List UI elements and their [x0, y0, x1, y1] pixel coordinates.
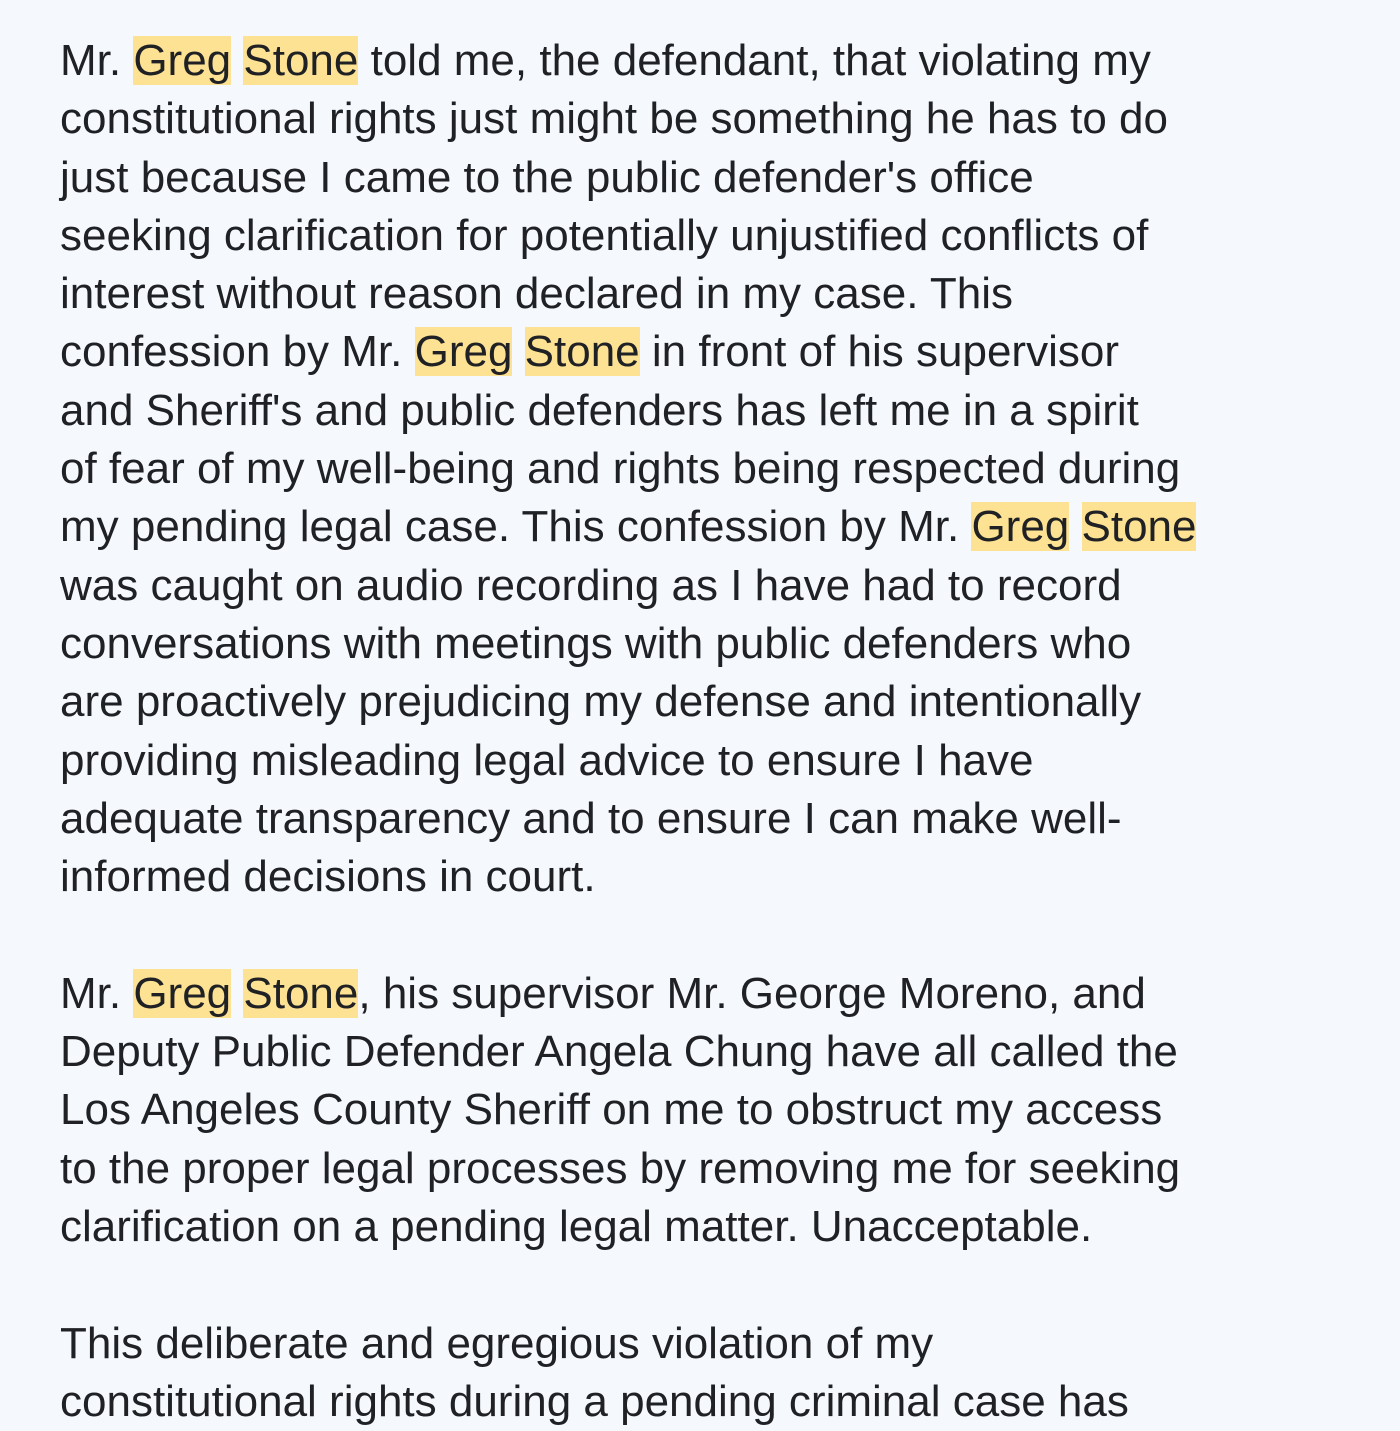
text-run: to the proper legal processes by removing me for seeking	[60, 1143, 1181, 1193]
text-run	[1069, 502, 1081, 551]
text-run: providing misleading legal advice to ensure I have	[60, 735, 1034, 785]
text-line	[60, 673, 1360, 731]
paragraph	[60, 965, 1360, 1256]
text-run: told me, the defendant, that violating my	[358, 36, 1151, 85]
paragraph-gap	[60, 906, 1360, 964]
text-run: in front of his supervisor	[639, 327, 1119, 377]
highlighted-name: Greg	[133, 36, 232, 85]
text-line	[60, 32, 1360, 90]
highlighted-name: Stone	[1081, 502, 1197, 552]
text-line	[60, 615, 1360, 673]
document-body	[60, 32, 1360, 1431]
text-line	[60, 90, 1360, 148]
text-run: and Sheriff's and public defenders has left me in a spirit	[60, 385, 1139, 435]
text-run: Los Angeles County Sheriff on me to obstruct my access	[60, 1085, 1163, 1135]
text-line	[60, 440, 1360, 498]
highlighted-name: Greg	[133, 968, 232, 1018]
text-line	[60, 1315, 1360, 1373]
text-run: interest without reason declared in my case. This	[60, 269, 1013, 319]
text-run	[231, 36, 243, 85]
text-run: seeking clarification for potentially unjustified conflicts of	[60, 210, 1149, 260]
text-run: constitutional rights during a pending criminal case has	[60, 1376, 1129, 1426]
highlighted-name: Stone	[243, 968, 359, 1018]
text-line	[60, 848, 1360, 906]
text-line	[60, 1140, 1360, 1198]
text-run: Deputy Public Defender Angela Chung have all called the	[60, 1027, 1178, 1077]
text-run: Mr.	[60, 36, 134, 85]
text-line	[60, 732, 1360, 790]
highlighted-name: Greg	[971, 502, 1070, 552]
text-run: clarification on a pending legal matter. Unacceptable.	[60, 1201, 1093, 1251]
text-run: of fear of my well-being and rights being respected during	[60, 444, 1181, 494]
text-run: conversations with meetings with public defenders who	[60, 618, 1132, 668]
text-line	[60, 207, 1360, 265]
text-run: confession by Mr.	[60, 327, 415, 377]
text-line	[60, 1198, 1360, 1256]
highlighted-name: Stone	[243, 36, 359, 85]
text-line	[60, 498, 1360, 556]
text-line	[60, 1081, 1360, 1139]
highlighted-name: Stone	[524, 327, 640, 377]
text-line	[60, 1373, 1360, 1431]
text-run: This deliberate and egregious violation of my	[60, 1318, 934, 1368]
text-line	[60, 265, 1360, 323]
text-run: constitutional rights just might be something he has to do	[60, 94, 1168, 144]
text-line	[60, 965, 1360, 1023]
highlighted-name: Greg	[414, 327, 513, 377]
text-run: , his supervisor Mr. George Moreno, and	[358, 968, 1146, 1018]
paragraph-gap	[60, 1256, 1360, 1314]
text-run: just because I came to the public defender's office	[60, 152, 1034, 202]
text-run: informed decisions in court.	[60, 852, 596, 902]
paragraph	[60, 32, 1360, 906]
text-run: my pending legal case. This confession by Mr.	[60, 502, 972, 552]
paragraph	[60, 1315, 1360, 1431]
text-run: Mr.	[60, 968, 134, 1018]
text-line	[60, 557, 1360, 615]
text-run: was caught on audio recording as I have had to record	[60, 560, 1122, 610]
text-run	[231, 969, 243, 1018]
text-line	[60, 790, 1360, 848]
text-run: adequate transparency and to ensure I can make well-	[60, 793, 1122, 843]
text-line	[60, 323, 1360, 381]
text-run: are proactively prejudicing my defense and intentionally	[60, 677, 1142, 727]
text-run	[512, 327, 524, 376]
text-line	[60, 149, 1360, 207]
text-line	[60, 1023, 1360, 1081]
text-line	[60, 382, 1360, 440]
